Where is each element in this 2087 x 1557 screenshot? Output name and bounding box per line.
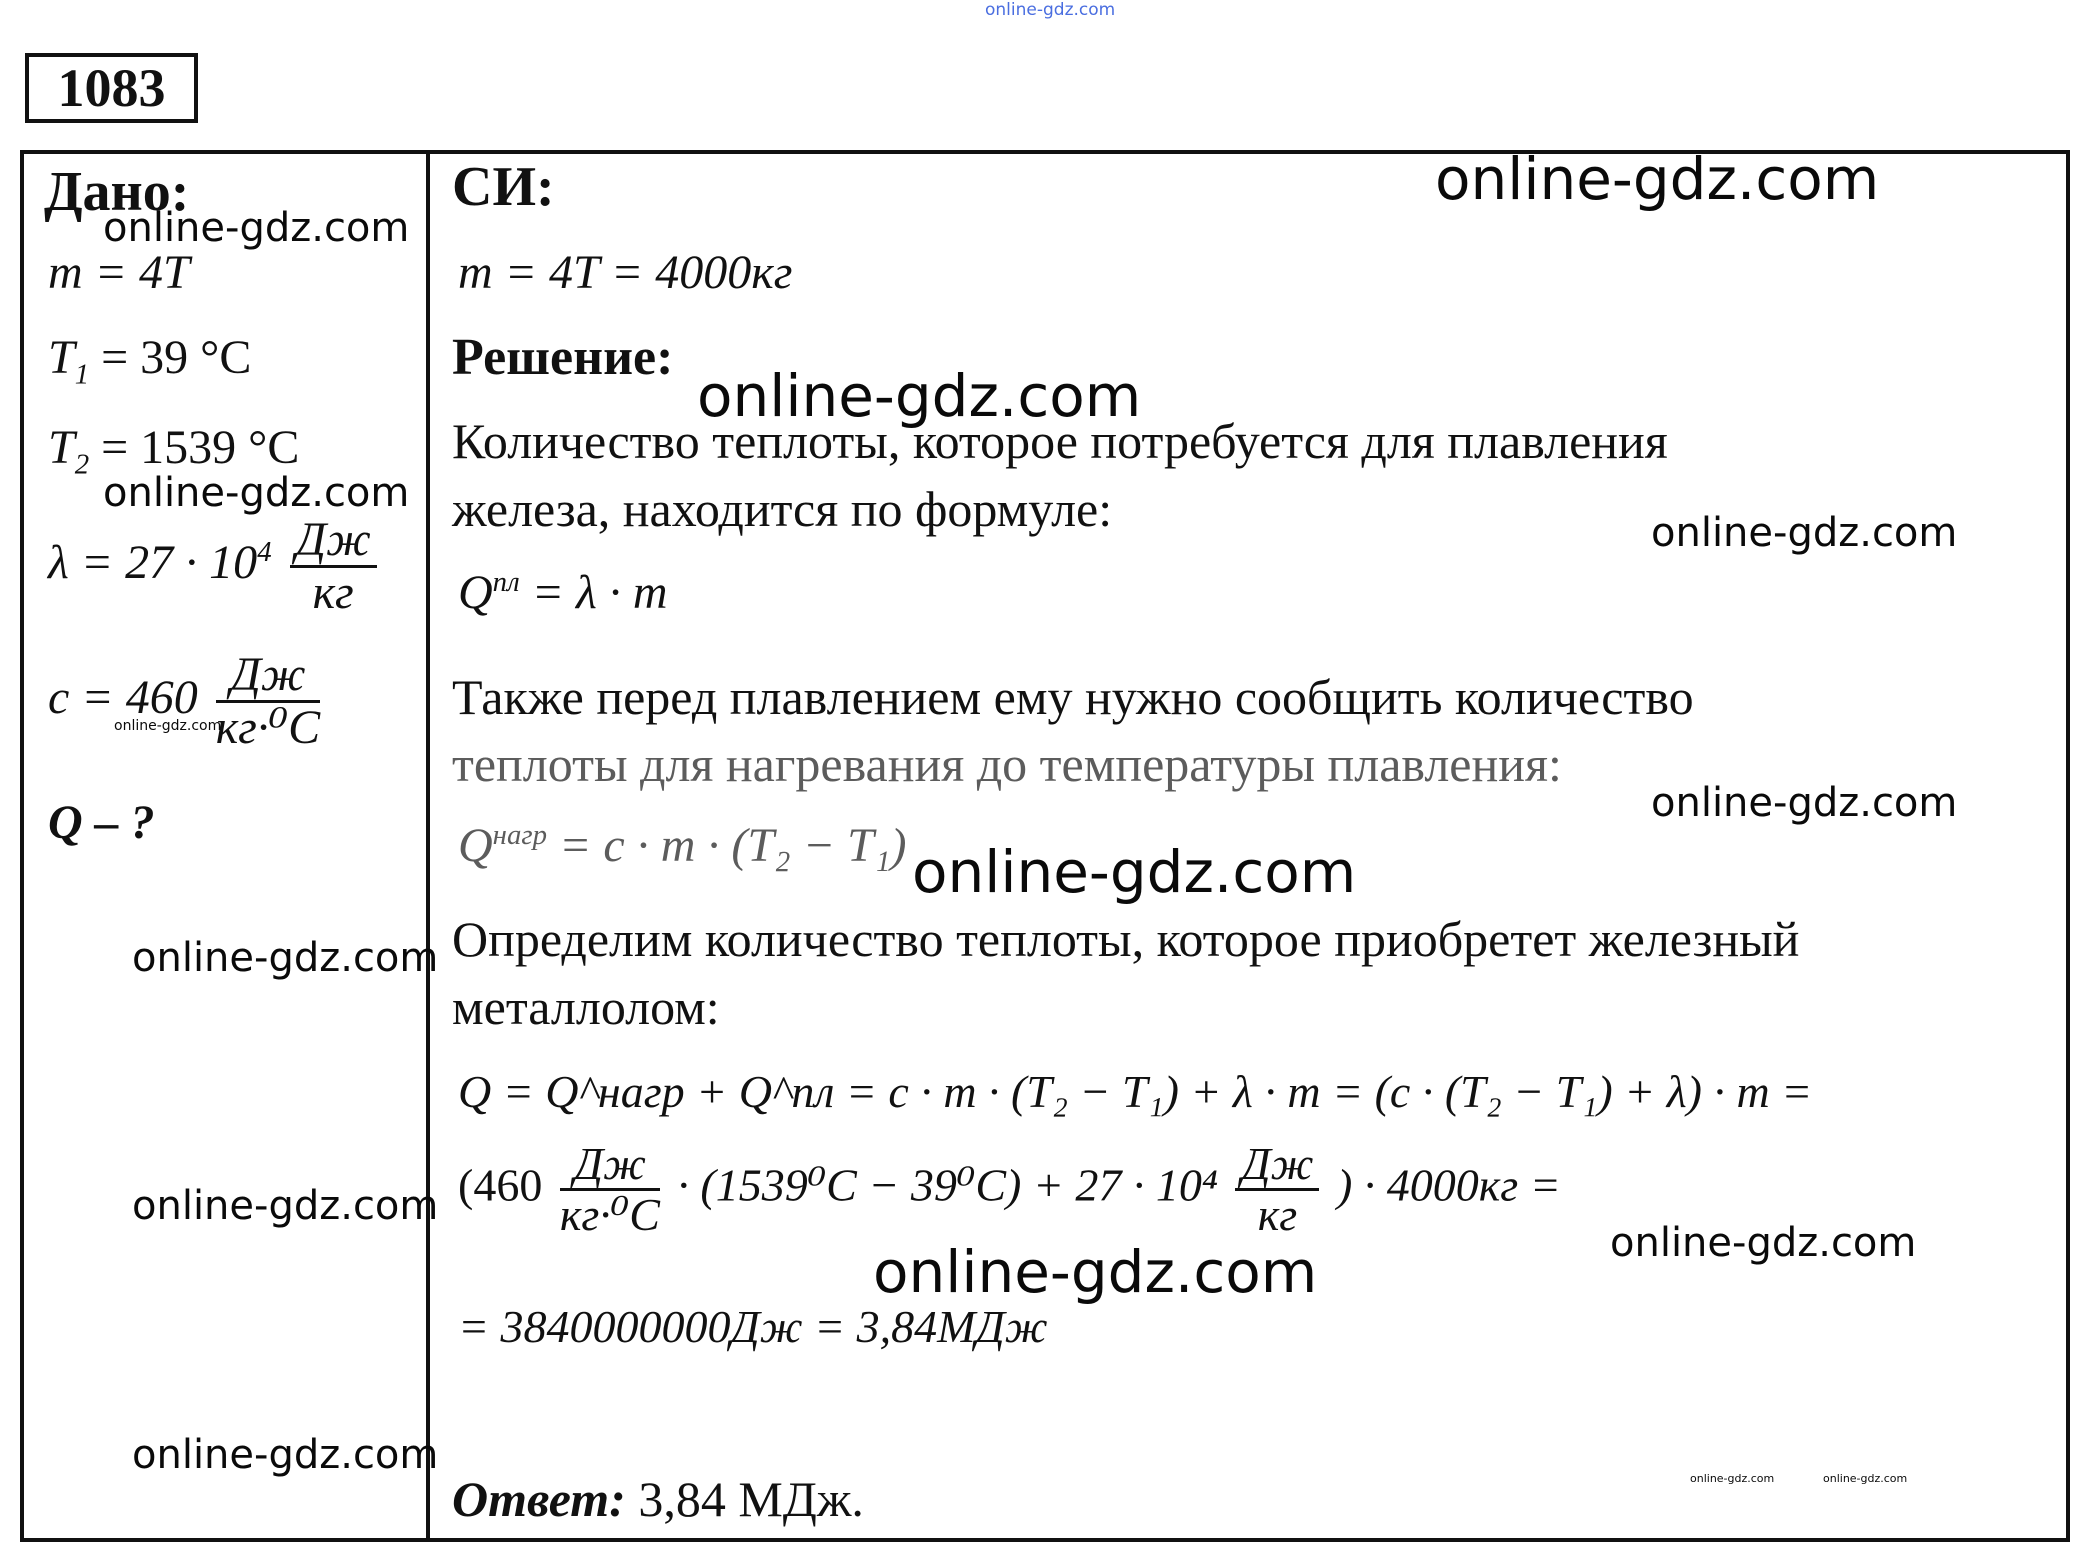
answer-label: Ответ: [452,1471,626,1527]
f3-fraction-2 [1235,1140,1319,1240]
f3-frac1-numerator: Дж [560,1140,660,1191]
f3-frac2-numerator: Дж [1235,1140,1319,1191]
paragraph-3-line-2: металлолом: [452,979,720,1035]
given-t1 [48,330,251,392]
t1-value: = 39 °C [89,331,252,384]
watermark: online-gdz.com [1610,1220,1917,1266]
answer [452,1470,864,1528]
formula-melting [458,565,667,620]
c-fraction [216,650,320,754]
paragraph-2-line-2: теплоты для нагревания до температуры плавления: [452,736,1562,792]
f3-open: (460 [458,1159,543,1211]
given-lambda [48,515,383,619]
formula-total-line-2 [458,1140,1561,1240]
watermark: online-gdz.com [132,935,439,981]
lambda-numerator: Дж [290,515,377,568]
q-melt-symbol: Q [458,566,493,619]
f3-mid: · (1539⁰C − 39⁰C) + 27 · 10⁴ [677,1159,1218,1211]
paragraph-1-line-1: Количество теплоты, которое потребуется для плавления [452,413,1668,469]
f3-fraction-1 [560,1140,660,1240]
q-melt-superscript: пл [492,566,520,598]
q-melt-rest: = λ · m [519,566,668,619]
q-heat-rest: = c · m · (T₂ − T₁) [547,819,907,872]
t2-value: = 1539 °C [89,421,300,474]
f3-frac1-denominator: кг·⁰C [559,1189,660,1241]
watermark: online-gdz.com [873,1238,1318,1306]
t1-symbol: T [48,331,75,384]
c-numerator: Дж [216,650,320,703]
given-find: Q – ? [48,796,155,849]
watermark: online-gdz.com [912,838,1357,906]
f3-close: ) · 4000кг = [1336,1159,1561,1211]
top-watermark: online-gdz.com [985,0,1116,20]
paragraph-1-line-2: железа, находится по формуле: [452,481,1113,537]
lambda-denominator: кг [312,566,354,620]
lambda-left: λ = 27 · 10 [48,535,258,589]
watermark: online-gdz.com [1651,780,1958,826]
c-denominator: кг·⁰C [215,701,321,755]
t2-symbol: T [48,421,75,474]
si-mass: m = 4T = 4000кг [458,246,793,299]
lambda-fraction [290,515,377,619]
watermark: online-gdz.com [103,205,410,251]
t2-subscript: 2 [74,448,90,481]
column-divider [426,150,430,1538]
q-heat-symbol: Q [458,819,493,872]
solution-header: Решение: [452,329,674,386]
t1-subscript: 1 [74,358,90,391]
watermark: online-gdz.com [697,362,1142,430]
c-left: c = 460 [48,670,198,724]
problem-number: 1083 [25,53,198,123]
watermark: online-gdz.com [114,718,222,734]
watermark: online-gdz.com [132,1183,439,1229]
f3-frac2-denominator: кг [1257,1189,1298,1241]
paragraph-2-line-1: Также перед плавлением ему нужно сообщить количество [452,669,1694,725]
answer-value: 3,84 МДж. [625,1471,864,1527]
formula-heating [458,818,906,873]
given-mass: m = 4T [48,246,190,299]
formula-total-result: = 3840000000Дж = 3,84МДж [458,1301,1048,1352]
lambda-exponent: 4 [257,535,272,568]
watermark: online-gdz.com [103,470,410,516]
watermark: online-gdz.com [1690,1472,1775,1485]
given-c [48,650,326,754]
watermark: online-gdz.com [1823,1472,1908,1485]
watermark: online-gdz.com [1435,145,1880,213]
watermark: online-gdz.com [1651,510,1958,556]
si-header: СИ: [452,156,555,218]
given-header: Дано: [44,161,190,223]
formula-total-line-1: Q = Q^нагр + Q^пл = c · m · (T₂ − T₁) + λ · m = (c · (T₂ − T₁) + λ) · m = [458,1066,1813,1117]
q-heat-superscript: нагр [492,819,547,851]
paragraph-3-line-1: Определим количество теплоты, которое приобретет железный [452,911,1800,967]
watermark: online-gdz.com [132,1432,439,1478]
